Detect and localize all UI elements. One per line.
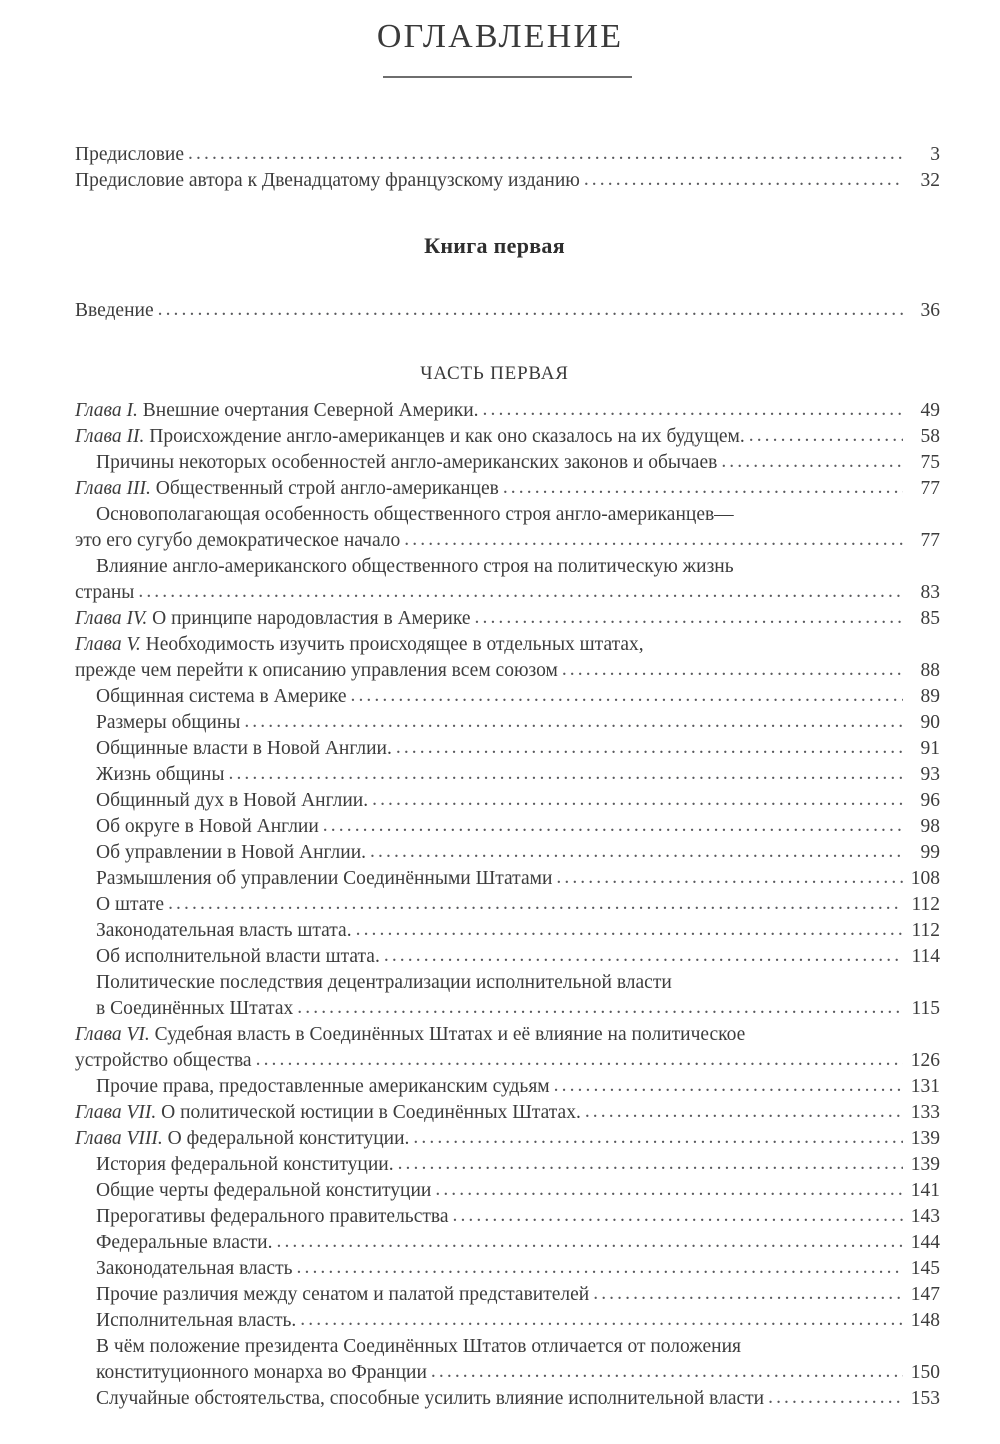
chapter-number: Глава V. [75, 634, 141, 655]
toc-entry-label: Прочие права, предоставленные американским судьям [96, 1076, 550, 1097]
toc-entry-label: Законодательная власть штата. [96, 920, 352, 941]
dot-leader [721, 449, 903, 475]
toc-entry-label: Введение [75, 300, 154, 321]
dot-leader [297, 995, 903, 1021]
dot-leader [556, 865, 903, 891]
dot-leader [475, 605, 904, 631]
part-one-heading: ЧАСТЬ ПЕРВАЯ [420, 363, 569, 384]
dot-leader [435, 1177, 903, 1203]
chapter-title: О политической юстиции в Соединённых Штатах. [156, 1102, 581, 1123]
dot-leader [396, 735, 903, 761]
title-divider [383, 76, 632, 78]
chapter-title: О принципе народовластия в Америке [147, 608, 471, 629]
toc-entry-label: Об управлении в Новой Англии. [96, 842, 367, 863]
toc-entry[interactable] [75, 168, 940, 194]
toc-entry-label: Предисловие [75, 144, 185, 165]
toc-entry-label: Предисловие автора к Двенадцатому французскому изданию [75, 170, 580, 191]
dot-leader [593, 1281, 903, 1307]
toc-entry[interactable] [75, 606, 940, 632]
dot-leader [297, 1255, 904, 1281]
chapter-number: Глава II. [75, 426, 145, 447]
toc-entry-label: Общинный дух в Новой Англии. [96, 790, 369, 811]
toc-entry[interactable] [75, 1282, 940, 1308]
spacer [75, 220, 940, 233]
spacer [75, 259, 940, 285]
page-number: 89 [920, 686, 940, 707]
toc-entry-label: Влияние англо-американского общественного строя на политическую жизнь [96, 556, 734, 577]
toc-entry-label: это его сугубо демократическое начало [75, 530, 401, 551]
toc-entry-label: Общие черты федеральной конституции [96, 1180, 432, 1201]
spacer [75, 194, 940, 220]
toc-entry[interactable] [75, 450, 940, 476]
dot-leader [244, 709, 903, 735]
toc-entry-label: Размеры общины [96, 712, 241, 733]
dot-leader [158, 297, 903, 323]
toc-entry-label [75, 632, 644, 658]
dot-leader [404, 527, 903, 553]
dot-leader [384, 943, 903, 969]
dot-leader [398, 1151, 903, 1177]
toc-entry[interactable] [75, 762, 940, 788]
toc-entry[interactable] [75, 970, 940, 996]
dot-leader [413, 1125, 903, 1151]
toc-entry-label: Причины некоторых особенностей англо-американских законов и обычаев [96, 452, 718, 473]
page-number: 99 [920, 842, 940, 863]
toc-entry[interactable] [75, 398, 940, 424]
page-number: 150 [910, 1362, 940, 1383]
toc-entry[interactable] [75, 944, 940, 970]
toc-entry-label [75, 606, 471, 632]
chapter-title: Происхождение англо-американцев и как оно сказалось на их будущем. [144, 426, 745, 447]
toc-entry-label: прежде чем перейти к описанию управления всем союзом [75, 660, 558, 681]
toc-entry[interactable] [75, 1256, 940, 1282]
spacer [75, 350, 940, 363]
dot-leader [228, 761, 903, 787]
toc-entry[interactable] [75, 476, 940, 502]
toc-entry[interactable] [75, 554, 940, 580]
chapter-number: Глава VII. [75, 1102, 157, 1123]
page-number: 98 [920, 816, 940, 837]
page-number: 144 [910, 1232, 940, 1253]
toc-entry-label: страны [75, 582, 135, 603]
chapter-number: Глава VIII. [75, 1128, 163, 1149]
dot-leader [370, 839, 903, 865]
toc-entry[interactable] [75, 684, 940, 710]
toc-entry-label: Политические последствия децентрализации исполнительной власти [96, 972, 672, 993]
page-number: 75 [920, 452, 940, 473]
dot-leader [256, 1047, 903, 1073]
chapter-number: Глава III. [75, 478, 151, 499]
toc-entry[interactable] [75, 1308, 940, 1334]
dot-leader [584, 167, 903, 193]
dot-leader [483, 397, 903, 423]
toc-entry-label: Федеральные власти. [96, 1232, 273, 1253]
toc-entry-label: История федеральной конституции. [96, 1154, 394, 1175]
page-number: 58 [920, 426, 940, 447]
page-number: 115 [911, 998, 940, 1019]
toc-entry-label: В чём положение президента Соединённых Штатов отличается от положения [96, 1336, 741, 1357]
page-number: 36 [920, 300, 940, 321]
toc-entry[interactable] [75, 1022, 940, 1048]
toc-content [75, 142, 940, 1412]
toc-entry[interactable] [75, 736, 940, 762]
page-number: 139 [910, 1154, 940, 1175]
toc-entry-label: Исполнительная власть. [96, 1310, 297, 1331]
toc-entry[interactable] [75, 1230, 940, 1256]
dot-leader [188, 141, 903, 167]
page-number: 96 [920, 790, 940, 811]
chapter-number: Глава IV. [75, 608, 148, 629]
page-number: 91 [920, 738, 940, 759]
toc-entry[interactable] [75, 1360, 940, 1386]
page-number: 88 [920, 660, 940, 681]
dot-leader [431, 1359, 903, 1385]
toc-entry-label [75, 424, 745, 450]
page-number: 77 [920, 478, 940, 499]
dot-leader [138, 579, 903, 605]
page-number: 153 [910, 1388, 940, 1409]
page-number: 148 [910, 1310, 940, 1331]
toc-entry[interactable] [75, 658, 940, 684]
toc-entry-label: Жизнь общины [96, 764, 225, 785]
page-number: 83 [920, 582, 940, 603]
toc-entry[interactable] [75, 918, 940, 944]
page-number: 147 [910, 1284, 940, 1305]
toc-entry[interactable] [75, 528, 940, 554]
toc-entry[interactable] [75, 1100, 940, 1126]
page-number: 93 [920, 764, 940, 785]
chapter-number: Глава I. [75, 400, 138, 421]
dot-leader [168, 891, 903, 917]
page-number: 131 [910, 1076, 940, 1097]
toc-entry[interactable] [75, 1126, 940, 1152]
toc-entry[interactable] [75, 814, 940, 840]
toc-entry-label: Об округе в Новой Англии [96, 816, 319, 837]
page-number: 108 [910, 868, 940, 889]
toc-entry[interactable] [75, 502, 940, 528]
toc-entry[interactable] [75, 1074, 940, 1100]
toc-entry-label: Общинные власти в Новой Англии. [96, 738, 392, 759]
page-number: 77 [920, 530, 940, 551]
page-number: 141 [910, 1180, 940, 1201]
toc-entry-label: Прочие различия между сенатом и палатой представителей [96, 1284, 590, 1305]
toc-entry[interactable] [75, 1048, 940, 1074]
toc-entry[interactable] [75, 424, 940, 450]
page-number: 139 [910, 1128, 940, 1149]
toc-entry-label: Случайные обстоятельства, способные усилить влияние исполнительной власти [96, 1388, 765, 1409]
toc-entry-label: в Соединённых Штатах [96, 998, 294, 1019]
chapter-title: Общественный строй англо-американцев [150, 478, 499, 499]
toc-entry[interactable] [75, 1178, 940, 1204]
spacer [75, 324, 940, 350]
dot-leader [372, 787, 903, 813]
toc-entry[interactable] [75, 892, 940, 918]
toc-entry[interactable] [75, 840, 940, 866]
page-number: 49 [920, 400, 940, 421]
page-number: 85 [920, 608, 940, 629]
toc-entry-label: Размышления об управлении Соединёнными Штатами [96, 868, 553, 889]
toc-entry-label: О штате [96, 894, 165, 915]
dot-leader [749, 423, 903, 449]
book-one-heading: Книга первая [424, 233, 565, 258]
toc-entry-label: конституционного монарха во Франции [96, 1362, 427, 1383]
dot-leader [276, 1229, 903, 1255]
page-number: 112 [911, 920, 940, 941]
dot-leader [323, 813, 903, 839]
page-title: ОГЛАВЛЕНИЕ [376, 18, 624, 55]
toc-entry[interactable] [75, 788, 940, 814]
page-number: 126 [910, 1050, 940, 1071]
toc-entry[interactable] [75, 1334, 940, 1360]
toc-entry-label: Общинная система в Америке [96, 686, 347, 707]
dot-leader [503, 475, 903, 501]
toc-entry-label: устройство общества [75, 1050, 252, 1071]
page-number: 112 [911, 894, 940, 915]
toc-entry-label: Об исполнительной власти штата. [96, 946, 380, 967]
chapter-title: О федеральной конституции. [162, 1128, 410, 1149]
page-number: 143 [910, 1206, 940, 1227]
toc-entry-label: Основополагающая особенность общественного строя англо-американцев— [96, 504, 734, 525]
chapter-number: Глава VI. [75, 1024, 150, 1045]
chapter-title: Внешние очертания Северной Америки. [137, 400, 479, 421]
toc-entry[interactable] [75, 996, 940, 1022]
dot-leader [350, 683, 903, 709]
page-number: 3 [930, 144, 940, 165]
dot-leader [585, 1099, 903, 1125]
toc-entry[interactable] [75, 298, 940, 324]
toc-entry[interactable] [75, 632, 940, 658]
toc-entry-label [75, 476, 499, 502]
dot-leader [768, 1385, 903, 1411]
dot-leader [356, 917, 903, 943]
dot-leader [554, 1073, 903, 1099]
toc-entry[interactable] [75, 1152, 940, 1178]
page-number: 90 [920, 712, 940, 733]
toc-entry-label [75, 398, 479, 424]
toc-entry-label [75, 1100, 581, 1126]
toc-entry[interactable] [75, 710, 940, 736]
page-number: 133 [910, 1102, 940, 1123]
dot-leader [452, 1203, 903, 1229]
page-number: 114 [911, 946, 940, 967]
toc-entry[interactable] [75, 142, 940, 168]
dot-leader [562, 657, 903, 683]
toc-entry-label [75, 1022, 745, 1048]
toc-entry-label: Прерогативы федерального правительства [96, 1206, 449, 1227]
toc-entry[interactable] [75, 1386, 940, 1412]
toc-entry-label: Законодательная власть [96, 1258, 293, 1279]
dot-leader [300, 1307, 903, 1333]
chapter-title: Необходимость изучить происходящее в отдельных штатах, [140, 634, 644, 655]
toc-entry[interactable] [75, 866, 940, 892]
chapter-title: Судебная власть в Соединённых Штатах и её влияние на политическое [149, 1024, 746, 1045]
toc-entry-label [75, 1126, 409, 1152]
page-number: 145 [910, 1258, 940, 1279]
toc-entry[interactable] [75, 1204, 940, 1230]
toc-entry[interactable] [75, 580, 940, 606]
page-number: 32 [920, 170, 940, 191]
